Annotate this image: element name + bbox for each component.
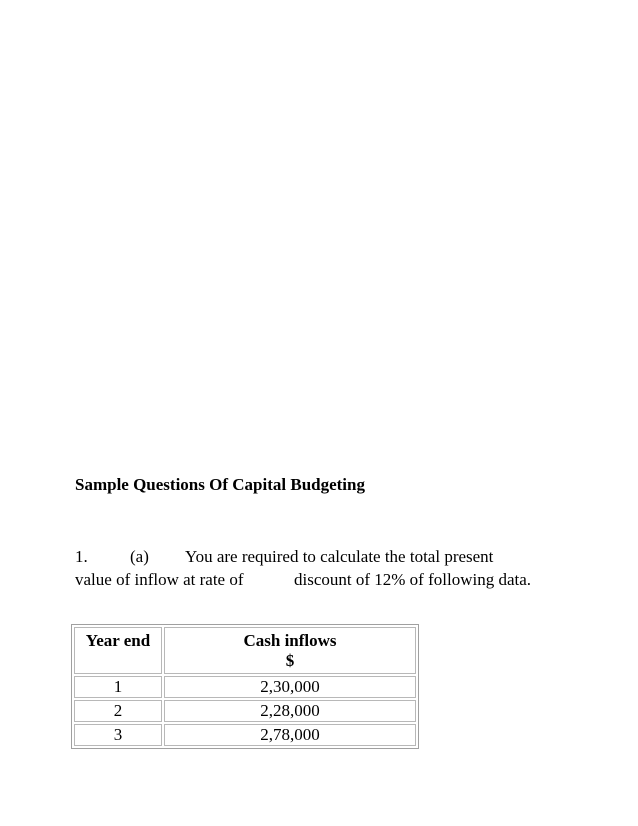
- table-header-row: [74, 627, 416, 674]
- cell-year: 2: [74, 700, 162, 722]
- cell-cash: 2,78,000: [164, 724, 416, 746]
- question-number: 1.: [75, 547, 88, 566]
- header-cash-inflows-label: Cash inflows: [243, 631, 337, 650]
- header-cash-inflows: [164, 627, 416, 674]
- table-row: [74, 724, 416, 746]
- table-row: [74, 700, 416, 722]
- cell-year: 3: [74, 724, 162, 746]
- question-text-line-2a: value of inflow at rate of: [75, 570, 244, 589]
- header-cash-currency: $: [285, 651, 295, 670]
- cash-inflow-table: [71, 624, 419, 749]
- cell-cash: 2,28,000: [164, 700, 416, 722]
- cell-year: 1: [74, 676, 162, 698]
- document-heading: Sample Questions Of Capital Budgeting: [75, 475, 365, 494]
- header-year-end: [74, 627, 162, 674]
- question-text-line-1: You are required to calculate the total present: [185, 547, 494, 566]
- cell-cash: 2,30,000: [164, 676, 416, 698]
- question-part: (a): [130, 547, 149, 566]
- table-row: [74, 676, 416, 698]
- header-year-end-label: Year end: [85, 631, 151, 650]
- question-text-line-2b: discount of 12% of following data.: [294, 570, 532, 589]
